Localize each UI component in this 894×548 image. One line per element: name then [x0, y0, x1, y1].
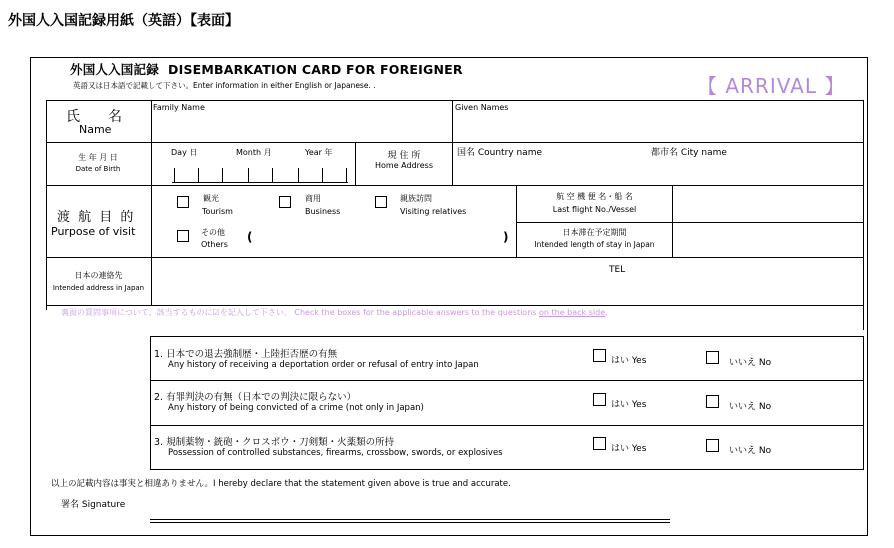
- q3-top: [150, 425, 864, 426]
- question-1-jp: 1. 日本での退去強制歴・上陸拒否歴の有無: [154, 349, 338, 360]
- notice-end: .: [605, 308, 608, 317]
- question-2-yes-label: はい Yes: [611, 400, 647, 410]
- signature-field[interactable]: [150, 490, 670, 518]
- q3-bottom: [150, 469, 864, 470]
- stay-length-field[interactable]: [675, 225, 859, 254]
- card-title: [70, 60, 463, 78]
- question-3-jp: 3. 規制薬物・銃砲・クロスボウ・刀剣類・火薬類の所持: [154, 437, 395, 448]
- signature-line-2: [150, 522, 670, 523]
- card-title-en: DISEMBARKATION CARD FOR FOREIGNER: [168, 62, 463, 77]
- home-address-label-en: Home Address: [374, 161, 434, 170]
- dob-tick: [222, 168, 223, 182]
- arrival-label: 【 ARRIVAL 】: [697, 74, 846, 98]
- question-1-yes-checkbox[interactable]: [593, 349, 606, 362]
- flight-label-en: Last flight No./Vessel: [552, 205, 637, 214]
- dob-tick: [298, 168, 299, 182]
- notice-text: 裏面の質問事項について、該当するものに☑を記入して下さい。 Check the boxes for the applicable answers to the questions: [61, 308, 539, 317]
- dob-day-label: Day 日: [171, 148, 198, 157]
- family-name-field[interactable]: [155, 115, 445, 139]
- others-checkbox[interactable]: [177, 230, 189, 242]
- flight-number-field[interactable]: [675, 188, 859, 218]
- card-title-jp: 外国人入国記録: [70, 62, 159, 77]
- flight-stay-divider: [516, 222, 864, 223]
- question-1-yes-label: はい Yes: [611, 356, 647, 366]
- form-right-border: [863, 100, 864, 330]
- back-side-link[interactable]: on the back side: [538, 308, 606, 317]
- home-address-label-jp: 現 住 所: [387, 151, 421, 161]
- question-3-yes-checkbox[interactable]: [593, 437, 606, 450]
- dob-baseline: [172, 182, 348, 183]
- dob-tick: [248, 168, 249, 182]
- contact-row-bottom: [46, 305, 864, 306]
- given-names-label: Given Names: [455, 103, 509, 112]
- question-3-en: Possession of controlled substances, firearms, crossbow, swords, or explosives: [168, 448, 503, 458]
- question-3-no-label: いいえ No: [729, 446, 772, 456]
- home-address-field[interactable]: [456, 158, 856, 182]
- dob-tick: [322, 168, 323, 182]
- dob-label-jp: 生 年 月 日: [78, 153, 118, 162]
- dob-month-label: Month 月: [236, 148, 272, 157]
- question-2-yes-checkbox[interactable]: [593, 393, 606, 406]
- dob-label-en: Date of Birth: [75, 165, 121, 173]
- others-field[interactable]: [258, 228, 498, 246]
- dob-year-label: Year 年: [305, 148, 333, 157]
- question-1-en: Any history of receiving a deportation order or refusal of entry into Japan: [168, 360, 479, 370]
- question-1-no-label: いいえ No: [729, 358, 772, 368]
- others-label-jp: その他: [201, 228, 225, 237]
- label-column-divider: [151, 100, 152, 305]
- name-label-jp: 氏 名: [66, 109, 122, 125]
- dob-row-top: [46, 142, 864, 143]
- visiting-relatives-checkbox[interactable]: [375, 196, 387, 208]
- signature-line-1: [150, 519, 670, 520]
- visiting-relatives-label-en: Visiting relatives: [400, 207, 467, 216]
- name-divider: [452, 100, 453, 142]
- visiting-relatives-label-jp: 親族訪問: [400, 194, 432, 203]
- contact-address-field[interactable]: [155, 260, 605, 302]
- others-paren-open: (: [247, 230, 253, 244]
- others-paren-close: ): [503, 230, 509, 244]
- purpose-label-en: Purpose of visit: [51, 225, 136, 238]
- tel-field[interactable]: [630, 262, 858, 302]
- question-2-no-checkbox[interactable]: [706, 395, 719, 408]
- question-2-jp: 2. 有罪判決の有無（日本での判決に限らない）: [154, 392, 357, 403]
- question-2-en: Any history of being convicted of a crime (not only in Japan): [168, 403, 424, 413]
- dob-tick: [272, 168, 273, 182]
- given-names-field[interactable]: [456, 115, 856, 139]
- stay-label-jp: 日本滞在予定期間: [562, 228, 627, 237]
- dob-divider-b: [452, 142, 453, 185]
- purpose-row-top: [46, 185, 864, 186]
- city-name-label: 都市名 City name: [651, 148, 727, 158]
- q2-top: [150, 380, 864, 381]
- dob-tick: [198, 168, 199, 182]
- declaration-text: 以上の記載内容は事実と相違ありません。I hereby declare that the statement given above is true and accurate.: [51, 479, 511, 489]
- question-1-no-checkbox[interactable]: [706, 351, 719, 364]
- signature-label: 署名 Signature: [61, 500, 126, 510]
- contact-label-jp: 日本の連絡先: [74, 271, 123, 280]
- dob-tick: [346, 168, 347, 182]
- questions-right-border: [863, 336, 864, 469]
- contact-label-en: Intended address in Japan: [52, 284, 145, 292]
- dob-tick: [174, 168, 175, 182]
- tel-label: TEL: [609, 265, 626, 275]
- question-3-no-checkbox[interactable]: [706, 439, 719, 452]
- tourism-checkbox[interactable]: [177, 196, 189, 208]
- business-checkbox[interactable]: [279, 196, 291, 208]
- others-label-en: Others: [201, 240, 228, 249]
- q1-top: [150, 336, 864, 337]
- business-label-jp: 商用: [305, 194, 321, 203]
- purpose-divider-b: [672, 185, 673, 257]
- question-3-yes-label: はい Yes: [611, 444, 647, 454]
- tourism-label-en: Tourism: [202, 207, 233, 216]
- family-name-label: Family Name: [153, 103, 205, 112]
- page-title: 外国人入国記録用紙（英語）【表面】: [8, 13, 239, 29]
- card-subtitle: 英語又は日本語で記載して下さい。Enter information in either English or Japanese. .: [73, 81, 376, 90]
- purpose-label-jp: 渡 航 目 的: [57, 210, 136, 225]
- contact-row-top: [46, 257, 864, 258]
- country-name-label: 国名 Country name: [457, 148, 542, 158]
- stay-label-en: Intended length of stay in Japan: [534, 240, 655, 249]
- flight-label-jp: 航 空 機 便 名・船 名: [556, 192, 633, 201]
- dob-field[interactable]: [170, 160, 350, 182]
- name-row-top: [46, 100, 864, 101]
- questions-left-border: [150, 336, 151, 469]
- tourism-label-jp: 観光: [203, 194, 219, 203]
- question-2-no-label: いいえ No: [729, 402, 772, 412]
- questions-notice: [61, 307, 608, 318]
- business-label-en: Business: [305, 207, 341, 216]
- name-label-en: Name: [79, 123, 112, 136]
